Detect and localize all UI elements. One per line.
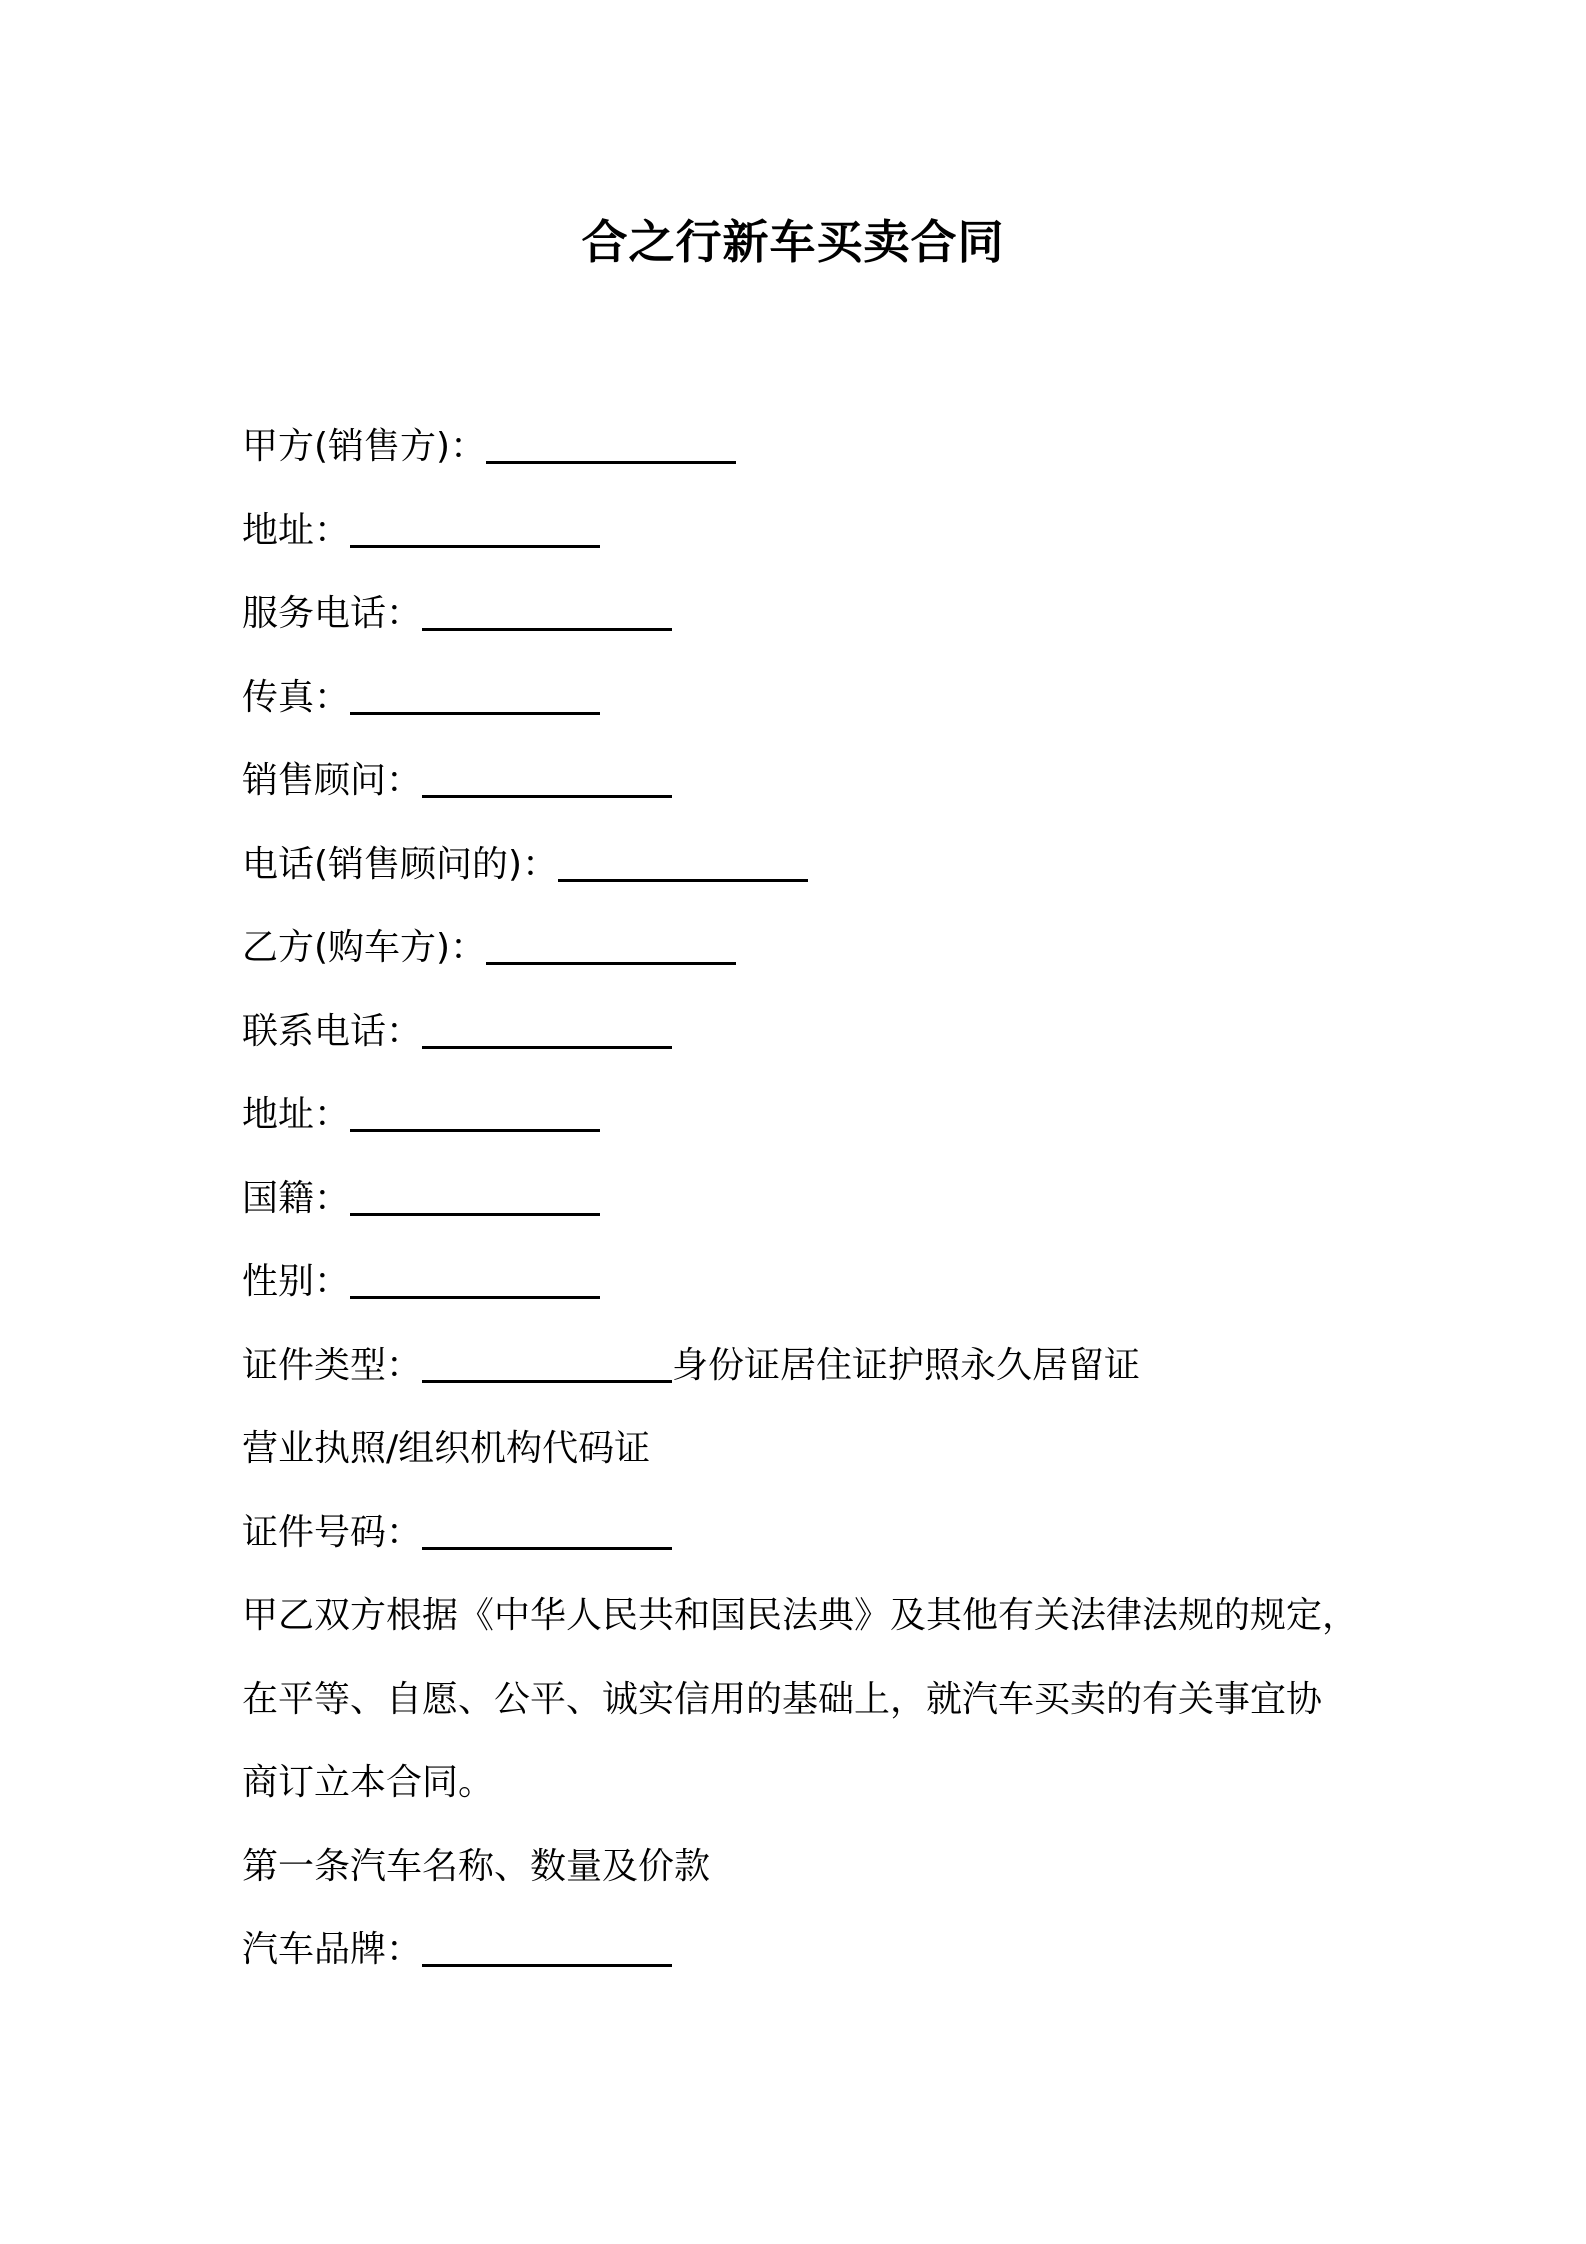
party-a-label: 甲方(销售方)： [242,426,487,467]
consultant-phone-line [242,823,1372,907]
id-type-options-cont: 营业执照/组织机构代码证 [242,1428,651,1469]
sales-consultant-blank [422,795,672,798]
id-type-line [242,1324,1372,1408]
car-brand-blank [422,1964,672,1967]
id-number-line [242,1491,1372,1575]
address-b-label: 地址： [242,1094,351,1135]
sales-consultant-line [242,739,1372,823]
consultant-phone-label: 电话(销售顾问的)： [242,843,559,885]
id-type-blank [422,1380,672,1383]
address-a-label: 地址： [242,509,351,551]
preamble-line-2: 在平等、自愿、公平、诚实信用的基础上，就汽车买卖的有关事宜协 [242,1678,1323,1720]
contact-phone-label: 联系电话： [242,1010,423,1052]
party-b-line [242,906,1372,990]
id-number-label: 证件号码： [242,1511,423,1553]
service-phone-line [242,572,1372,656]
nationality-label: 国籍： [242,1177,351,1219]
party-b-blank [486,962,736,965]
address-a-blank [350,545,600,548]
preamble-line-1: 甲乙双方根据《中华人民共和国民法典》及其他有关法律法规的规定， [242,1595,1359,1636]
id-number-blank [422,1547,672,1550]
contact-phone-blank [422,1046,672,1049]
fax-blank [350,712,600,715]
address-a-line [242,489,1372,573]
id-type-options-cont-line [242,1407,1372,1491]
consultant-phone-blank [558,879,808,882]
car-brand-label: 汽车品牌： [242,1929,423,1970]
party-a-line [242,405,1372,489]
fax-line [242,656,1372,740]
contact-phone-line [242,990,1372,1074]
address-b-blank [350,1129,600,1132]
gender-line [242,1240,1372,1324]
article-1-heading: 第一条汽车名称、数量及价款 [242,1845,711,1887]
gender-blank [350,1296,600,1299]
contract-body [242,405,1372,1992]
service-phone-blank [422,628,672,631]
gender-label: 性别： [242,1261,351,1302]
fax-label: 传真： [242,676,351,718]
document-title: 合之行新车买卖合同 [581,215,1005,269]
sales-consultant-label: 销售顾问： [242,760,423,801]
nationality-blank [350,1213,600,1216]
nationality-line [242,1157,1372,1241]
service-phone-label: 服务电话： [242,593,423,634]
party-b-label: 乙方(购车方)： [242,927,487,968]
preamble-line-3: 商订立本合同。 [242,1762,495,1803]
id-type-options: 身份证居住证护照永久居留证 [672,1344,1141,1386]
address-b-line [242,1073,1372,1157]
party-a-blank [486,461,736,464]
id-type-label: 证件类型： [242,1344,423,1386]
car-brand-line [242,1908,1372,1992]
